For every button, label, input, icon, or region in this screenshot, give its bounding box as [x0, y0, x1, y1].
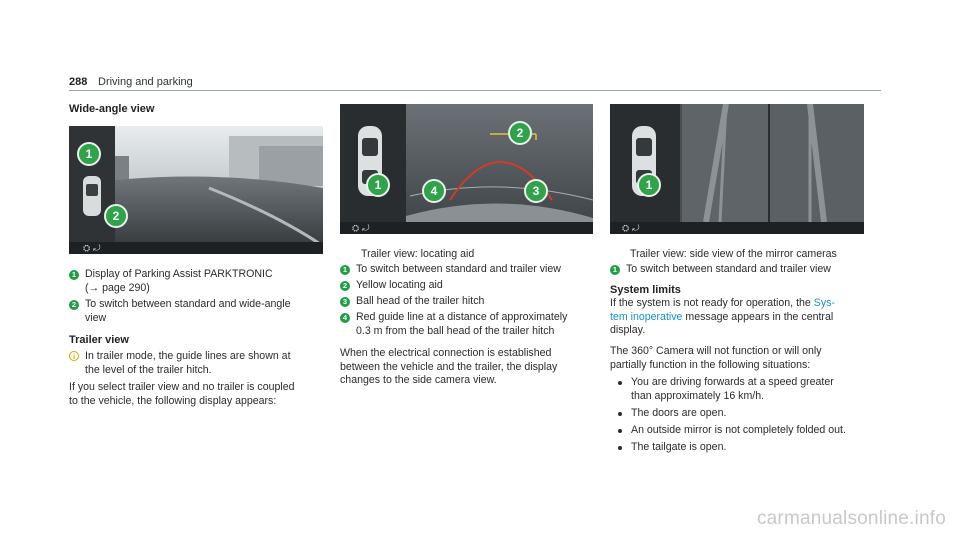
image-callout-2: 2: [104, 204, 128, 228]
callout-badge: 3: [340, 297, 350, 307]
callout-badge: 1: [69, 270, 79, 280]
item-text: To switch between standard and trailer view: [356, 263, 561, 275]
sys-tem-inoperative-link[interactable]: Sys-: [813, 297, 835, 309]
image-callout-1: 1: [366, 173, 390, 197]
bullet-dot: [618, 381, 622, 385]
image-callout-4: 4: [422, 179, 446, 203]
sys-tem-inoperative-link[interactable]: tem inoperative: [610, 310, 683, 323]
bullet-item: You are driving forwards at a speed greater than approximately 16 km/h.: [618, 376, 834, 403]
page-number: 288: [69, 76, 88, 88]
bullet-item: An outside mirror is not completely folded out.: [618, 424, 846, 438]
list-item: [340, 263, 561, 277]
item-text: 0.3 m from the ball head of the trailer hitch: [356, 324, 555, 337]
paragraph: When the electrical connection is established between the vehicle and the trailer, the display changes to the side camera view.: [340, 347, 558, 386]
list-item: [340, 311, 567, 338]
trailer-view-heading: Trailer view: [69, 334, 129, 346]
image-caption: Trailer view: locating aid: [361, 248, 475, 260]
paragraph: If you select trailer view and no trailer is coupled to the vehicle, the following display appears:: [69, 381, 295, 407]
wide-angle-camera-image: [69, 126, 323, 254]
item-text: To switch between standard and wide-angle: [85, 298, 291, 310]
item-text: Display of Parking Assist PARKTRONIC: [85, 268, 273, 280]
watermark: carmanualsonline.info: [756, 507, 946, 529]
image-callout-1: 1: [77, 142, 101, 166]
bullet-dot: [618, 412, 622, 416]
system-limits-heading: System limits: [610, 284, 681, 296]
callout-badge: 1: [610, 265, 620, 275]
list-item: [340, 295, 484, 309]
info-text: In trailer mode, the guide lines are shown at: [85, 350, 291, 362]
wide-angle-heading: Wide-angle view: [69, 103, 155, 115]
item-text: Ball head of the trailer hitch: [356, 295, 485, 307]
item-text: view: [85, 311, 107, 324]
list-item: [69, 268, 273, 295]
svg-text:⛭ ⤾: ⛭ ⤾: [622, 224, 640, 234]
mirror-camera-image: [610, 104, 864, 234]
bullet-item: The tailgate is open.: [618, 441, 726, 455]
svg-text:⛭ ⤾: ⛭ ⤾: [352, 224, 370, 234]
list-item: [340, 279, 443, 293]
header-divider: [69, 90, 881, 91]
camera-paragraph: The 360° Camera will not function or will only partially function in the following situations:: [610, 345, 822, 371]
list-item: [69, 298, 291, 325]
svg-text:⛭ ⤾: ⛭ ⤾: [83, 244, 101, 254]
image-callout-3: 3: [524, 179, 548, 203]
info-note: [69, 350, 291, 377]
list-item: [610, 263, 831, 277]
item-text: Yellow locating aid: [356, 279, 443, 291]
page-reference-link[interactable]: (→ page 290): [85, 281, 150, 294]
callout-badge: 2: [340, 281, 350, 291]
item-text: To switch between standard and trailer view: [626, 263, 831, 275]
section-title: Driving and parking: [98, 76, 193, 88]
item-text: Red guide line at a distance of approximately: [356, 311, 568, 323]
callout-badge: 4: [340, 313, 350, 323]
info-icon: i: [69, 351, 79, 361]
info-text: the level of the trailer hitch.: [85, 363, 212, 376]
image-caption: Trailer view: side view of the mirror cameras: [630, 248, 837, 260]
trailer-locating-aid-image: [340, 104, 593, 234]
system-limits-paragraph: If the system is not ready for operation, the Sys- tem inoperative message appears in the central display.: [610, 297, 835, 336]
image-callout-2: 2: [508, 121, 532, 145]
bullet-item: The doors are open.: [618, 407, 726, 421]
bullet-dot: [618, 446, 622, 450]
image-callout-1: 1: [637, 173, 661, 197]
bullet-dot: [618, 429, 622, 433]
callout-badge: 1: [340, 265, 350, 275]
callout-badge: 2: [69, 300, 79, 310]
